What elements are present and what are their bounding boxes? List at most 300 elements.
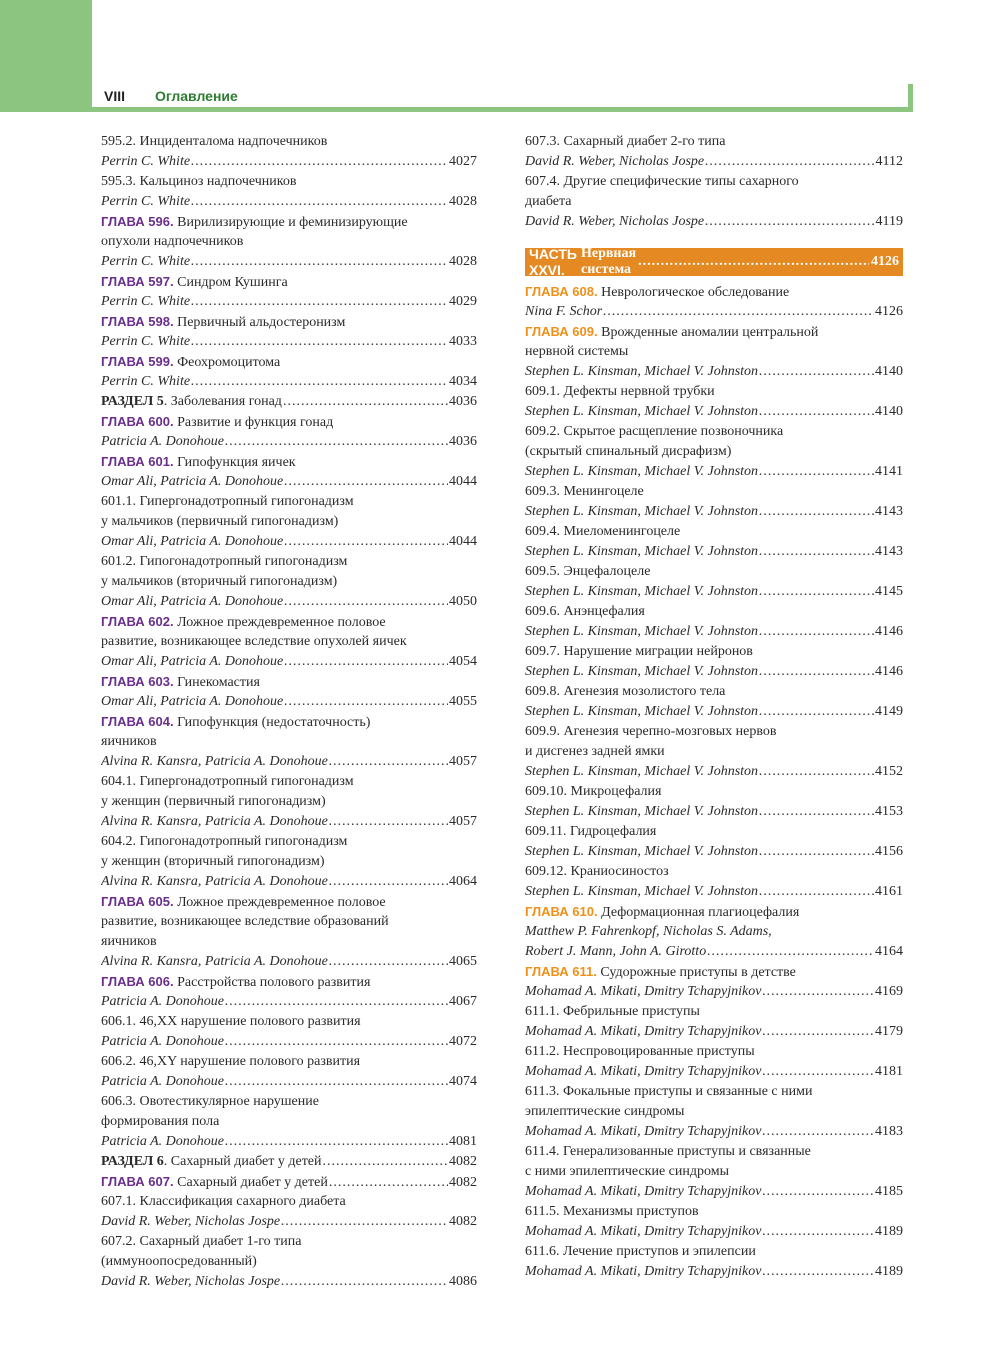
toc-entry-title[interactable]	[101, 132, 477, 152]
page-ref: 4143	[875, 504, 903, 519]
entry-authors: Patricia A. Donohoue	[101, 1074, 225, 1089]
toc-entry-authors[interactable]	[525, 462, 903, 482]
page-ref: 4183	[875, 1124, 903, 1139]
page-ref: 4065	[449, 954, 477, 969]
toc-entry-authors[interactable]	[101, 1272, 477, 1292]
page-title: Оглавление	[155, 88, 238, 104]
toc-entry-title[interactable]	[525, 642, 903, 662]
entry-authors: David R. Weber, Nicholas Jospe	[101, 1274, 281, 1289]
entry-text: 607.4. Другие специфические типы сахарного	[525, 174, 799, 189]
entry-authors: Mohamad A. Mikati, Dmitry Tchapyjnikov	[525, 984, 762, 999]
toc-entry-authors[interactable]	[525, 1222, 903, 1242]
entry-text: 606.2. 46,XY нарушение полового развития	[101, 1054, 361, 1069]
page-ref: 4029	[449, 294, 477, 309]
toc-entry-title[interactable]	[525, 1102, 903, 1122]
toc-entry-authors[interactable]	[525, 1182, 903, 1202]
entry-text: 604.2. Гипогонадотропный гипогонадизм	[101, 834, 348, 849]
toc-entry-title[interactable]	[525, 1082, 903, 1102]
entry-text: 609.7. Нарушение миграции нейронов	[525, 644, 753, 659]
entry-authors: Omar Ali, Patricia A. Donohoue	[101, 474, 284, 489]
dot-leader	[759, 362, 874, 382]
header-rule-end	[908, 84, 913, 112]
toc-entry-title[interactable]	[525, 522, 903, 542]
toc-entry-authors[interactable]	[101, 152, 477, 172]
toc-entry-title[interactable]	[101, 832, 477, 852]
chapter-title: Ложное преждевременное половое	[173, 615, 386, 630]
dot-leader	[329, 952, 448, 972]
toc-entry-title[interactable]	[101, 492, 477, 512]
entry-authors: David R. Weber, Nicholas Jospe	[525, 214, 705, 229]
toc-entry-authors[interactable]	[525, 622, 903, 642]
toc-entry-title[interactable]	[101, 632, 477, 652]
dot-leader	[329, 872, 448, 892]
chapter-label: ГЛАВА 601.	[101, 454, 174, 469]
chapter-label: ГЛАВА 607.	[101, 1174, 174, 1189]
chapter-title: Гинекомастия	[173, 675, 260, 690]
toc-entry-authors[interactable]	[101, 752, 477, 772]
toc-chapter[interactable]	[101, 212, 477, 232]
toc-entry-title[interactable]	[101, 852, 477, 872]
toc-chapter[interactable]	[101, 452, 477, 472]
entry-text: нервной системы	[525, 344, 629, 359]
toc-entry-title[interactable]	[525, 1042, 903, 1062]
dot-leader	[283, 392, 448, 412]
toc-entry-title[interactable]	[101, 912, 477, 932]
toc-entry-title[interactable]	[525, 1242, 903, 1262]
toc-entry-authors[interactable]	[101, 1072, 477, 1092]
chapter-title: Сахарный диабет у детей	[173, 1175, 328, 1190]
toc-entry-title[interactable]	[101, 1052, 477, 1072]
toc-entry-authors[interactable]	[525, 542, 903, 562]
entry-text: 609.2. Скрытое расщепление позвоночника	[525, 424, 784, 439]
entry-text: 609.11. Гидроцефалия	[525, 824, 657, 839]
toc-chapter[interactable]	[101, 272, 477, 292]
dot-leader	[191, 372, 448, 392]
toc-entry-title[interactable]	[101, 1012, 477, 1032]
toc-entry-title[interactable]	[525, 722, 903, 742]
section-heading	[101, 1152, 322, 1172]
toc-entry-authors[interactable]	[525, 1062, 903, 1082]
entry-authors: Alvina R. Kansra, Patricia A. Donohoue	[101, 874, 328, 889]
chapter-heading	[101, 1172, 328, 1192]
chapter-title: Синдром Кушинга	[173, 275, 288, 290]
page-ref: 4064	[449, 874, 477, 889]
toc-entry-title[interactable]	[101, 1232, 477, 1252]
page-ref: 4161	[875, 884, 903, 899]
toc-entry-authors[interactable]	[101, 812, 477, 832]
toc-entry-authors[interactable]	[101, 1212, 477, 1232]
dot-leader	[759, 882, 874, 902]
toc-entry-title[interactable]	[525, 442, 903, 462]
toc-entry-title[interactable]	[101, 572, 477, 592]
page-ref: 4126	[875, 304, 903, 319]
section-title: . Заболевания гонад	[163, 394, 282, 409]
section-heading	[101, 392, 282, 412]
page-ref: 4185	[875, 1184, 903, 1199]
toc-chapter[interactable]	[101, 312, 477, 332]
toc-column-right	[525, 132, 903, 1282]
page-ref: 4152	[875, 764, 903, 779]
chapter-title: Развитие и функция гонад	[173, 415, 334, 430]
toc-entry-title[interactable]	[525, 782, 903, 802]
entry-text: яичников	[101, 934, 157, 949]
dot-leader	[191, 192, 448, 212]
entry-text: 606.1. 46,XX нарушение полового развития	[101, 1014, 361, 1029]
chapter-label: ГЛАВА 610.	[525, 904, 598, 919]
dot-leader	[759, 842, 874, 862]
entry-text: 601.2. Гипогонадотропный гипогонадизм	[101, 554, 348, 569]
toc-entry-title[interactable]	[101, 172, 477, 192]
chapter-title: Феохромоцитома	[173, 355, 281, 370]
toc-entry-title[interactable]	[525, 562, 903, 582]
toc-entry-title[interactable]	[525, 172, 903, 192]
entry-authors: Stephen L. Kinsman, Michael V. Johnston	[525, 364, 759, 379]
toc-entry-title[interactable]	[525, 1202, 903, 1222]
toc-entry-title[interactable]	[101, 1092, 477, 1112]
toc-chapter[interactable]	[525, 282, 903, 302]
dot-leader	[759, 802, 874, 822]
page-ref: 4027	[449, 154, 477, 169]
entry-text: развитие, возникающее вследствие опухолей яичек	[101, 634, 407, 649]
page-ref: 4164	[875, 944, 903, 959]
entry-text: 604.1. Гипергонадотропный гипогонадизм	[101, 774, 354, 789]
toc-entry-authors[interactable]	[525, 362, 903, 382]
page-ref: 4044	[449, 474, 477, 489]
page-ref: 4057	[449, 754, 477, 769]
dot-leader	[329, 812, 448, 832]
toc-entry-title[interactable]	[525, 682, 903, 702]
entry-authors: Stephen L. Kinsman, Michael V. Johnston	[525, 844, 759, 859]
entry-authors: Stephen L. Kinsman, Michael V. Johnston	[525, 804, 759, 819]
toc-entry-authors[interactable]	[525, 802, 903, 822]
page-ref: 4153	[875, 804, 903, 819]
toc-entry-authors[interactable]	[525, 662, 903, 682]
entry-authors: Omar Ali, Patricia A. Donohoue	[101, 594, 284, 609]
page-ref: 4074	[449, 1074, 477, 1089]
toc-chapter[interactable]	[525, 962, 903, 982]
toc-entry-authors[interactable]	[101, 992, 477, 1012]
page-ref: 4112	[875, 154, 903, 169]
entry-text: 607.2. Сахарный диабет 1-го типа	[101, 1234, 302, 1249]
entry-authors: Stephen L. Kinsman, Michael V. Johnston	[525, 584, 759, 599]
entry-authors: Mohamad A. Mikati, Dmitry Tchapyjnikov	[525, 1264, 762, 1279]
toc-entry-title[interactable]	[101, 1112, 477, 1132]
toc-entry-authors[interactable]	[101, 252, 477, 272]
entry-text: у мальчиков (вторичный гипогонадизм)	[101, 574, 338, 589]
dot-leader	[284, 692, 448, 712]
toc-chapter[interactable]	[525, 322, 903, 342]
chapter-title: Неврологическое обследование	[597, 285, 790, 300]
toc-section[interactable]	[101, 1152, 477, 1172]
dot-leader	[759, 702, 874, 722]
page-ref: 4145	[875, 584, 903, 599]
toc-entry-title[interactable]	[525, 742, 903, 762]
toc-entry-authors[interactable]	[525, 762, 903, 782]
entry-text: с ними эпилептические синдромы	[525, 1164, 729, 1179]
toc-entry-authors[interactable]	[101, 532, 477, 552]
dot-leader	[191, 152, 448, 172]
dot-leader	[759, 622, 874, 642]
toc-entry-authors[interactable]	[525, 1022, 903, 1042]
dot-leader	[638, 254, 869, 270]
page-ref: 4140	[875, 364, 903, 379]
chapter-label: ГЛАВА 605.	[101, 894, 174, 909]
toc-entry-title[interactable]	[101, 232, 477, 252]
toc-entry-title[interactable]	[525, 862, 903, 882]
entry-authors: Mohamad A. Mikati, Dmitry Tchapyjnikov	[525, 1024, 762, 1039]
entry-authors: Perrin C. White	[101, 194, 191, 209]
toc-entry-title[interactable]	[525, 1002, 903, 1022]
toc-entry-title[interactable]	[101, 932, 477, 952]
page-ref: 4140	[875, 404, 903, 419]
dot-leader	[191, 292, 448, 312]
entry-text: диабета	[525, 194, 572, 209]
entry-text: 607.1. Классификация сахарного диабета	[101, 1194, 346, 1209]
toc-entry-authors[interactable]	[101, 952, 477, 972]
spacer	[525, 232, 903, 242]
part-label: ЧАСТЬ XXVI.	[529, 246, 577, 278]
dot-leader	[759, 762, 874, 782]
entry-text: (скрытый спинальный дисрафизм)	[525, 444, 732, 459]
toc-entry-authors[interactable]	[525, 302, 903, 322]
entry-authors: Patricia A. Donohoue	[101, 1134, 225, 1149]
part-title: Нервная система	[580, 246, 637, 277]
toc-entry-authors[interactable]	[101, 872, 477, 892]
toc-entry-authors[interactable]	[101, 692, 477, 712]
toc-chapter[interactable]	[101, 1172, 477, 1192]
dot-leader	[759, 462, 874, 482]
entry-text: у мальчиков (первичный гипогонадизм)	[101, 514, 339, 529]
dot-leader	[759, 502, 874, 522]
toc-entry-authors[interactable]	[101, 372, 477, 392]
toc-entry-title[interactable]	[525, 822, 903, 842]
toc-entry-authors[interactable]	[525, 502, 903, 522]
chapter-label: ГЛАВА 608.	[525, 284, 598, 299]
toc-entry-authors[interactable]	[525, 402, 903, 422]
entry-text: у женщин (первичный гипогонадизм)	[101, 794, 326, 809]
page-ref: 4072	[449, 1034, 477, 1049]
dot-leader	[762, 1262, 874, 1282]
dot-leader	[762, 1222, 874, 1242]
page-ref: 4057	[449, 814, 477, 829]
page-ref: 4189	[875, 1224, 903, 1239]
chapter-title: Гипофункция (недостаточность)	[173, 715, 371, 730]
toc-entry-title[interactable]	[525, 1162, 903, 1182]
entry-authors: Stephen L. Kinsman, Michael V. Johnston	[525, 664, 759, 679]
entry-text: 609.4. Миеломенингоцеле	[525, 524, 681, 539]
toc-entry-title[interactable]	[525, 132, 903, 152]
page-ref: 4034	[449, 374, 477, 389]
toc-entry-title[interactable]	[525, 422, 903, 442]
toc-entry-authors[interactable]	[101, 1132, 477, 1152]
entry-authors: Stephen L. Kinsman, Michael V. Johnston	[525, 504, 759, 519]
toc-entry-authors[interactable]	[101, 1032, 477, 1052]
dot-leader	[225, 432, 448, 452]
entry-text: и дисгенез задней ямки	[525, 744, 665, 759]
entry-text: формирования пола	[101, 1114, 220, 1129]
chapter-label: ГЛАВА 598.	[101, 314, 174, 329]
toc-entry-title[interactable]	[525, 602, 903, 622]
entry-text: 607.3. Сахарный диабет 2-го типа	[525, 134, 726, 149]
page-ref: 4054	[449, 654, 477, 669]
page-ref: 4081	[449, 1134, 477, 1149]
dot-leader	[705, 152, 874, 172]
page-ref: 4036	[449, 394, 477, 409]
entry-authors: Mohamad A. Mikati, Dmitry Tchapyjnikov	[525, 1184, 762, 1199]
toc-entry-authors[interactable]	[525, 1262, 903, 1282]
dot-leader	[762, 1182, 874, 1202]
toc-entry-title[interactable]	[525, 482, 903, 502]
chapter-title: Гипофункция яичек	[173, 455, 296, 470]
page-ref: 4028	[449, 194, 477, 209]
toc-entry-authors[interactable]	[101, 432, 477, 452]
toc-chapter[interactable]	[101, 972, 477, 992]
entry-authors: Mohamad A. Mikati, Dmitry Tchapyjnikov	[525, 1064, 762, 1079]
entry-text: Matthew P. Fahrenkopf, Nicholas S. Adams,	[525, 924, 772, 939]
toc-entry-authors[interactable]	[525, 702, 903, 722]
toc-entry-title[interactable]	[101, 552, 477, 572]
page-ref: 4156	[875, 844, 903, 859]
dot-leader	[284, 592, 448, 612]
dot-leader	[225, 992, 448, 1012]
toc-entry-authors[interactable]	[101, 332, 477, 352]
toc-entry-title[interactable]	[101, 732, 477, 752]
dot-leader	[329, 1173, 448, 1192]
toc-chapter[interactable]	[101, 892, 477, 912]
page-ref: 4082	[449, 1214, 477, 1229]
page-ref: 4143	[875, 544, 903, 559]
toc-entry-title[interactable]	[525, 382, 903, 402]
page-ref: 4028	[449, 254, 477, 269]
toc-entry-authors[interactable]	[101, 652, 477, 672]
entry-authors: Stephen L. Kinsman, Michael V. Johnston	[525, 464, 759, 479]
toc-chapter[interactable]	[101, 412, 477, 432]
toc-entry-authors[interactable]	[101, 592, 477, 612]
toc-entry-title[interactable]	[101, 1192, 477, 1212]
entry-text: развитие, возникающее вследствие образований	[101, 914, 389, 929]
section-label: РАЗДЕЛ 5	[101, 394, 164, 409]
dot-leader	[759, 542, 874, 562]
toc-section[interactable]	[101, 392, 477, 412]
toc-column-left	[101, 132, 477, 1292]
toc-entry-authors[interactable]	[101, 292, 477, 312]
entry-text: 595.3. Кальциноз надпочечников	[101, 174, 297, 189]
dot-leader	[281, 1212, 448, 1232]
chapter-label: ГЛАВА 600.	[101, 414, 174, 429]
toc-chapter[interactable]	[101, 672, 477, 692]
dot-leader	[762, 1022, 874, 1042]
header-green-tab	[0, 0, 92, 112]
dot-leader	[191, 332, 448, 352]
toc-entry-authors[interactable]	[525, 942, 903, 962]
dot-leader	[284, 532, 448, 552]
page-ref: 4146	[875, 664, 903, 679]
entry-authors: Perrin C. White	[101, 254, 191, 269]
entry-authors: Perrin C. White	[101, 334, 191, 349]
toc-entry-title[interactable]	[101, 772, 477, 792]
chapter-label: ГЛАВА 596.	[101, 214, 174, 229]
page-ref: 4036	[449, 434, 477, 449]
toc-chapter[interactable]	[101, 352, 477, 372]
chapter-title: Деформационная плагиоцефалия	[597, 905, 800, 920]
toc-entry-authors[interactable]	[525, 982, 903, 1002]
entry-authors: David R. Weber, Nicholas Jospe	[525, 154, 705, 169]
toc-entry-authors[interactable]	[525, 582, 903, 602]
page-ref: 4189	[875, 1264, 903, 1279]
entry-authors: Stephen L. Kinsman, Michael V. Johnston	[525, 404, 759, 419]
entry-authors: Alvina R. Kansra, Patricia A. Donohoue	[101, 754, 328, 769]
toc-entry-title[interactable]	[101, 1252, 477, 1272]
toc-entry-authors[interactable]	[525, 1122, 903, 1142]
dot-leader	[323, 1152, 448, 1172]
page-number: VIII	[104, 88, 126, 104]
entry-authors: Perrin C. White	[101, 294, 191, 309]
dot-leader	[284, 652, 448, 672]
chapter-label: ГЛАВА 603.	[101, 674, 174, 689]
entry-authors: Mohamad A. Mikati, Dmitry Tchapyjnikov	[525, 1124, 762, 1139]
dot-leader	[762, 1122, 874, 1142]
dot-leader	[759, 582, 874, 602]
toc-entry-title[interactable]	[525, 1142, 903, 1162]
toc-entry-title[interactable]	[525, 342, 903, 362]
entry-text: 611.3. Фокальные приступы и связанные с ними	[525, 1084, 813, 1099]
toc-entry-authors[interactable]	[525, 882, 903, 902]
entry-text: у женщин (вторичный гипогонадизм)	[101, 854, 325, 869]
toc-entry-authors[interactable]	[101, 192, 477, 212]
toc-entry-authors[interactable]	[101, 472, 477, 492]
entry-text: 609.10. Микроцефалия	[525, 784, 662, 799]
entry-text: 609.9. Агенезия черепно-мозговых нервов	[525, 724, 777, 739]
toc-chapter[interactable]	[101, 612, 477, 632]
entry-authors: Perrin C. White	[101, 374, 191, 389]
entry-authors: David R. Weber, Nicholas Jospe	[101, 1214, 281, 1229]
part-banner[interactable]	[525, 248, 903, 276]
entry-text: 611.5. Механизмы приступов	[525, 1204, 699, 1219]
toc-entry-title[interactable]	[525, 922, 903, 942]
dot-leader	[603, 302, 874, 322]
dot-leader	[225, 1032, 448, 1052]
page-ref: 4169	[875, 984, 903, 999]
entry-authors: Patricia A. Donohoue	[101, 994, 225, 1009]
toc-entry-authors[interactable]	[525, 212, 903, 232]
section-label: РАЗДЕЛ 6	[101, 1154, 164, 1169]
page-ref: 4082	[449, 1154, 477, 1169]
entry-authors: Stephen L. Kinsman, Michael V. Johnston	[525, 764, 759, 779]
chapter-title: Судорожные приступы в детстве	[596, 965, 796, 980]
toc-entry-authors[interactable]	[525, 842, 903, 862]
chapter-label: ГЛАВА 602.	[101, 614, 174, 629]
page-ref: 4141	[875, 464, 903, 479]
dot-leader	[225, 1072, 448, 1092]
page-ref: 4086	[449, 1274, 477, 1289]
entry-authors: Alvina R. Kansra, Patricia A. Donohoue	[101, 814, 328, 829]
toc-entry-authors[interactable]	[525, 152, 903, 172]
chapter-label: ГЛАВА 606.	[101, 974, 174, 989]
dot-leader	[705, 212, 874, 232]
page-ref: 4179	[875, 1024, 903, 1039]
toc-chapter[interactable]	[101, 712, 477, 732]
chapter-title: Ложное преждевременное половое	[173, 895, 386, 910]
toc-entry-title[interactable]	[101, 512, 477, 532]
entry-text: 609.12. Краниосиностоз	[525, 864, 669, 879]
chapter-label: ГЛАВА 609.	[525, 324, 598, 339]
toc-entry-title[interactable]	[101, 792, 477, 812]
entry-authors: Robert J. Mann, John A. Girotto	[525, 944, 707, 959]
toc-chapter[interactable]	[525, 902, 903, 922]
entry-text: яичников	[101, 734, 157, 749]
chapter-label: ГЛАВА 599.	[101, 354, 174, 369]
toc-entry-title[interactable]	[525, 192, 903, 212]
